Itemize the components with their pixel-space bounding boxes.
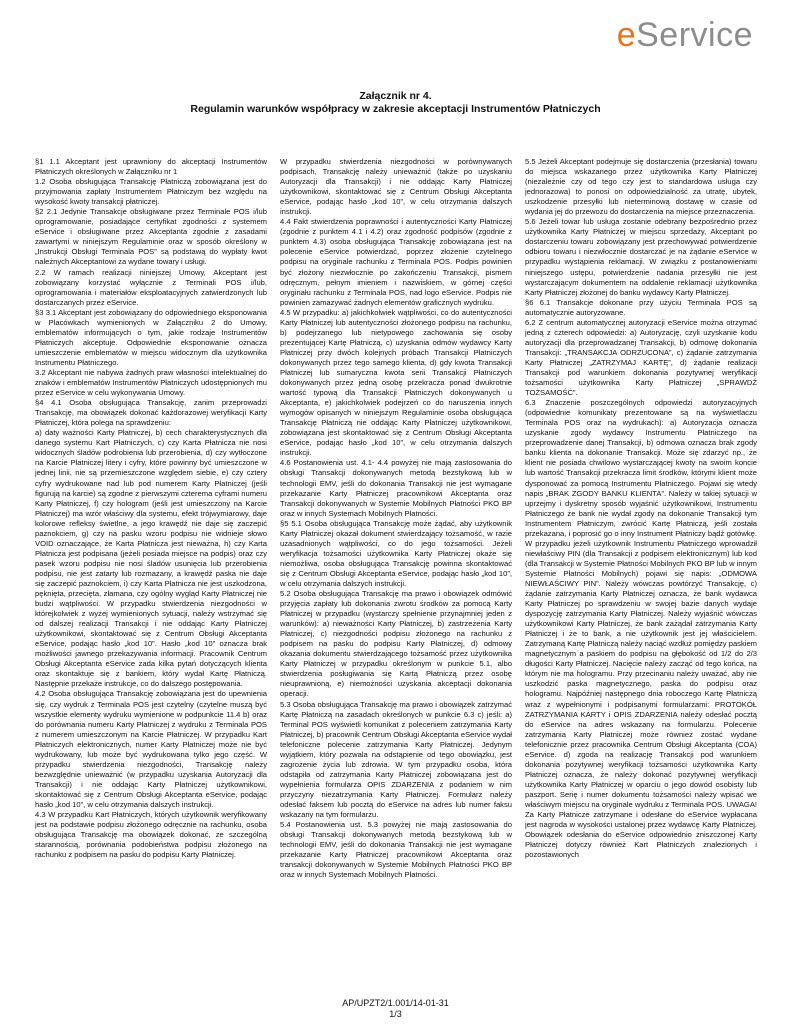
document-code: AP/UPZT2/1.001/14-01-31 (342, 998, 449, 1008)
paragraph: 6.3 Znaczenie poszczególnych odpowiedzi autoryzacyjnych (odpowiednie komunikaty prezentowane są na wyświetlaczu Terminala POS oraz na wydrukach): a) Autoryzacja oznacza uzyskanie zgody wydawcy Instrumentu Płatniczego na przeprowadzenie danej Transakcji, b) odmowa oznacza brak zgody banku klienta na dokonanie Transakcji. Może się zdarzyć np., że klient nie posiada chwilowo wystarczającej kwoty na swoim koncie lub wartość Transakcji przekracza limit środków, którymi klient może dysponować za pomocą Instrumentu Płatniczego. Pojawi się wtedy napis „BRAK ZGODY BANKU KLIENTA”. Należy w takiej sytuacji w uprzejmy i dyskretny sposób wyjaśnić użytkownikowi, Instrumentu Płatniczego że bank nie wydał zgody na dokonanie Transakcji tym Instrumentem Płatniczym, zwrócić Kartę Płatniczą, jeśli została przekazana, i poprosić go o inny Instrument Płatniczy bądź gotówkę. W przypadku jeżeli użytkownik Instrumentu Płatniczego wprowadził niewłaściwy PIN (dla Transakcji z podpisem elektronicznym) lub kod (dla Transakcji w Systemie Płatności Mobilnych PKO BP lub w innym Systemie Płatności Mobilnych) pojawi się napis: „ODMOWA NIEWŁAŚCIWY PIN”. Należy wówczas powtórzyć Transakcję, c) żądanie zatrzymania Karty Płatniczej oznacza, że bank wydawca Karty Płatniczej po sprawdzeniu w swojej bazie danych wydaje dyspozycję zatrzymania Karty Płatniczej. Należy wyjaśnić wówczas użytkownikowi Karty Płatniczej, że bank zażądał zatrzymania Karty Płatniczej i że to bank, a nie użytkownik jest jej właścicielem. Zatrzymaną Kartę Płatniczą należy naciąć wzdłuż pomiędzy paskiem magnetycznym a paskiem do podpisu na głębokość od 1/2 do 2/3 długości Karty Płatniczej. Nacięcie należy zacząć od tego końca, na którym nie ma hologramu. Przy przecinaniu należy uważać, aby nie uszkodzić paska magnetycznego, paska do podpisu oraz hologramu. Najpóźniej następnego dnia roboczego Kartę Płatniczą wraz z wypełnionymi i podpisanymi formularzami: PROTOKÓŁ ZATRZYMANIA KARTY i OPIS ZDARZENIA należy odesłać pocztą do eService na adres wskazany na formularzu. Polecenie zatrzymania Karty Płatniczej może również zostać wydane telefonicznie przez pracownika Centrum Obsługi Akceptanta (COA) eService. d) zgoda na realizację Transakcji pod warunkiem dokonania pozytywnej weryfikacji tożsamości użytkownika Karty Płatniczej oznacza, że należy dokonać pozytywnej weryfikacji użytkownika Karty Płatniczej w oparciu o jego dowód osobisty lub paszport. Serię i numer dokumentu tożsamości należy wpisać we właściwym miejscu na oryginale wydruku z Terminala POS. UWAGA! Za Karty Płatnicze zatrzymane i odesłane do eService wypłacana jest nagroda w wysokości ustalonej przez wydawcę Karty Płatniczej. Obowiązek odesłania do eService odpowiednio zniszczonej Karty Płatniczej dotyczy również Kart Płatniczych znalezionych i pozostawionych (525, 398, 757, 860)
paragraph: 6.2 Z centrum automatycznej autoryzacji eService można otrzymać jedną z czterech odpowiedzi: a) Autoryzację, czyli uzyskanie kodu autoryzacji dla przeprowadzanej Transakcji, b) odmowę dokonania Transakcji: „TRANSAKCJA ODRZUCONA”, c) żądanie zatrzymania Karty Płatniczej „ZATRZYMAJ KARTĘ”, d) żądanie realizacji Transakcji pod warunkiem dokonania pozytywnej weryfikacji tożsamości użytkownika Karty Płatniczej „SPRAWDŹ TOŻSAMOŚĆ”. (525, 317, 757, 398)
paragraph: W przypadku stwierdzenia niezgodności w porównywanych podpisach, Transakcję należy unieważnić (także po uzyskaniu Autoryzacji dla Transakcji) i nie oddając Karty Płatniczej użytkownikowi, skontaktować się z Centrum Obsługi Akceptanta eService, podając hasło „kod 10”, w celu otrzymania dalszych instrukcji. (280, 157, 512, 217)
column-right (525, 157, 757, 995)
logo-word-service: Service (636, 16, 753, 54)
logo-letter-e: e (616, 16, 637, 54)
column-middle (280, 157, 512, 995)
paragraph: 4.3 W przypadku Kart Płatniczych, których użytkownik weryfikowany jest na podstawie podpisu złożonego odręcznie na rachunku, osoba obsługująca Transakcję ma obowiązek dokonać, ze szczególną starannością, porównania podobieństwa podpisu złożonego na rachunku z podpisem na pasku do podpisu Karty Płatniczej. (35, 810, 267, 860)
paragraph: §2 2.1 Jedynie Transakcje obsługiwane przez Terminale POS i/lub oprogramowanie, posiadające certyfikat zgodności z systemem eService i obsługiwane przez Akceptanta zgodnie z zasadami zawartymi w niniejszym Regulaminie oraz w sposób określony w „Instrukcji Obsługi Terminala POS” są podstawą do wypłaty kwot należnych Akceptantowi za wydane towary i usługi. (35, 207, 267, 267)
paragraph: 5.6 Jeżeli towar lub usługa zostanie odebrany bezpośrednio przez użytkownika Karty Płatniczej w miejscu sprzedaży, Akceptant po dostarczeniu towaru zobowiązany jest przechowywać potwierdzenie odbioru towaru i niezwłocznie dostarczać je na żądanie eService w przypadku wystąpienia reklamacji. W związku z postanowieniami niniejszego ustępu, potwierdzenie nadania przesyłki nie jest wystarczającym dokumentem na oddalenie reklamacji użytkownika Karty Płatniczej złożonej do banku wydawcy Karty Płatniczej. (525, 217, 757, 297)
paragraph: 5.2 Osoba obsługująca Transakcję ma prawo i obowiązek odmówić przyjęcia zapłaty lub dokonania zwrotu środków za pomocą Karty Płatniczej w przypadku (wystarczy spełnienie przynajmniej jeden z warunków): a) nieważności Karty Płatniczej, b) zastrzeżenia Karty Płatniczej, c) niezgodności podpisu złożonego na rachunku z podpisem na pasku do podpisu Karty Płatniczej, d) odmowy okazania dokumentu stwierdzającego tożsamość przez użytkownika Karty Płatniczej w przypadku określonym w punkcie 5.1, albo stwierdzenia posługiwania się Kartą Płatniczą przez osobę nieuprawnioną, e) niemożności uzyskania akceptacji dokonania operacji. (280, 589, 512, 699)
paragraph: 5.5 Jeżeli Akceptant podejmuje się dostarczenia (przesłania) towaru do miejsca wskazanego przez użytkownika Karty Płatniczej (niezależnie czy od tego czy jest to standardowa usługa czy jednorazowa) to ponosi on odpowiedzialność za utratę, ubytek, uszkodzenie przesyłki lub nieterminową dostawę w czasie od wydania jej do przewozu do dostarczenia na miejsce przeznaczenia. (525, 157, 757, 217)
title-line-attachment: Załącznik nr 4. (359, 90, 432, 102)
paragraph: 5.3 Osoba obsługująca Transakcję ma prawo i obowiązek zatrzymać Kartę Płatniczą na zasadach określonych w punkcie 6.3 c) jeśli: a) Terminal POS wyświetli komunikat z poleceniem zatrzymania Karty Płatniczej, b) pracownik Centrum Obsługi Akceptanta eService wydał telefoniczne polecenie zatrzymania Karty Płatniczej. Jedynym wyjątkiem, który pozwala na odstąpienie od tego obowiązku, jest zagrożenie życia lub zdrowia. W tym przypadku osoba, która odstąpiła od zatrzymania Karty Płatniczej zobowiązana jest do wypełnienia formularza OPIS ZDARZENIA z podaniem w nim przyczyny niezatrzymania Karty Płatniczej. Formularz należy odesłać faksem lub pocztą do eService na adres lub numer faksu wskazany na tym formularzu. (280, 699, 512, 820)
column-left (35, 157, 267, 995)
paragraph: 4.2 Osoba obsługująca Transakcję zobowiązana jest do upewnienia się, czy wydruk z Terminala POS jest czytelny (czytelne muszą być wszystkie elementy wydruku wymienione w podpunkcie 11.4 b) oraz do porównania numeru Karty Płatniczej z wydruku z Terminala POS z numerem umieszczonym na Karcie Płatniczej. W przypadku Kart Płatniczych elektronicznych, numer Karty Płatniczej może nie być wydrukowany, lub może być wydrukowana tylko jego część. W przypadku stwierdzenia niezgodności, Transakcję należy bezwzględnie unieważnić (w przypadku uzyskania Autoryzacji dla Transakcji) i nie oddając Karty Płatniczej użytkownikowi, skontaktować się z Centrum Obsługi Akceptanta eService, podając hasło „kod 10”, w celu otrzymania dalszych instrukcji. (35, 689, 267, 809)
paragraph: §4 4.1 Osoba obsługująca Transakcję, zanim przeprowadzi Transakcję, ma obowiązek dokonać każdorazowej weryfikacji Karty Płatniczej, która polega na sprawdzeniu: (35, 398, 267, 428)
paragraph: 4.6 Postanowienia ust. 4.1- 4.4 powyżej nie mają zastosowania do obsługi Transakcji dokonywanych metodą bezstykową lub w technologii EMV, jeśli do dokonania Transakcji nie jest wymagane przekazanie Karty Płatniczej pracownikowi Akceptanta oraz Transakcji dokonywanych w Systemie Mobilnych Płatności PKO BP oraz w innych Systemach Mobilnych Płatności. (280, 458, 512, 518)
document-title (0, 90, 791, 116)
paragraph: 2.2 W ramach realizacji niniejszej Umowy, Akceptant jest zobowiązany korzystać wyłącznie z Terminali POS i/lub, oprogramowania i materiałów eksploatacyjnych zatwierdzonych lub dostarczanych przez eService. (35, 267, 267, 307)
paragraph: 5.4 Postanowienia ust. 5.3 powyżej nie mają zastosowania do obsługi Transakcji dokonywanych metodą bezstykową lub w technologii EMV, jeśli do dokonania Transakcji nie jest wymagane przekazanie Karty Płatniczej pracownikowi Akceptanta oraz transakcji dokonywanych w Systemie Mobilnych Płatności PKO BP oraz w innych Systemach Mobilnych Płatności. (280, 820, 512, 880)
paragraph: §1 1.1 Akceptant jest uprawniony do akceptacji Instrumentów Płatniczych określonych w Załączniku nr 1 (35, 157, 267, 177)
eservice-logo (617, 18, 753, 52)
paragraph: §5 5.1 Osoba obsługująca Transakcję może żądać, aby użytkownik Karty Płatniczej okazał dokument stwierdzający tożsamość, w razie uzasadnionych wątpliwości, co do jego tożsamości. Jeżeli weryfikacja tożsamości użytkownika Karty Płatniczej okaże się niemożliwa, osoba obsługująca Transakcję powinna skontaktować się z Centrum Obsługi Akceptanta eService, podając hasło „kod 10”, w celu otrzymania dalszych instrukcji. (280, 518, 512, 588)
paragraph: §3 3.1 Akceptant jest zobowiązany do odpowiedniego eksponowania w Placówkach wymienionych w Załączniku 2 do Umowy, emblematów informujących o tym, jakie rodzaje Instrumentów Płatniczych akceptuje. Odpowiednie eksponowanie oznacza umieszczenie emblematów w miejscu widocznym dla użytkownika Instrumentu Płatniczego. (35, 307, 267, 367)
title-line-regulation: Regulamin warunków współpracy w zakresie akceptacji Instrumentów Płatniczych (190, 103, 601, 115)
paragraph: 1.2 Osoba obsługująca Transakcję Płatniczą zobowiązana jest do przyjmowania zapłaty Instrumentem Płatniczym bez względu na wysokość kwoty transakcji płatniczej. (35, 177, 267, 207)
paragraph: 3.2 Akceptant nie nabywa żadnych praw własności intelektualnej do znaków i emblematów Instrumentów Płatniczych udostępnionych mu przez eService w celu wykonywania Umowy. (35, 367, 267, 398)
page-footer (0, 998, 791, 1020)
paragraph: a) daty ważności Karty Płatniczej, b) cech charakterystycznych dla danego systemu Kart Płatniczych, c) czy Karta Płatnicza nie nosi widocznych śladów podrobienia lub przerobienia, d) czy wytłoczone na Karcie Płatniczej litery i cyfry, które powinny być umieszczone w jednej linii, nie są przemieszczone względem siebie, e) czy cztery cyfry wydrukowane nad lub pod numerem Karty Płatniczej (jeśli figurują na karcie) są zgodne z pierwszymi czterema cyframi numeru Karty Płatniczej, f) czy hologram (jeśli jest umieszczony na Karcie Płatniczej) ma wzór właściwy dla systemu, efekt trójwymiarowy, daje kolorowe refleksy świetlne, a jego krawędź nie daje się zaczepić paznokciem, g) czy na pasku wzoru podpisu nie widnieje słowo VOID oznaczające, że Karta Płatnicza jest nieważna, h) czy Karta Płatnicza jest podpisana (jeżeli posiada miejsce na podpis) oraz czy pasek wzoru podpisu nie nosi śladów usunięcia lub przerobienia podpisu, nie jest zatarty lub rozmazany, a krawędź paska nie daje się zaczepić paznokciem, i) czy Karta Płatnicza nie jest uszkodzona, pęknięta, przecięta, złamana, czy ogólny wygląd Karty Płatniczej nie budzi wątpliwości. W przypadku stwierdzenia niezgodności w którejkolwiek z wyżej wymienionych sytuacji, należy wstrzymać się od dalszej realizacji Transakcji i nie oddając Karty Płatniczej użytkownikowi, skontaktować się z Centrum Obsługi Akceptanta eService, podając hasło „kod 10”. Hasło „kod 10” oznacza brak możliwości jawnego przekazywania informacji. Pracownik Centrum Obsługi Akceptanta eService zada kilka pytań dotyczących klienta oraz skontaktuje się z bankiem, który wydał Kartę Płatniczą. Następnie przekaże instrukcje, co do dalszego postępowania. (35, 428, 267, 689)
paragraph: §6 6.1 Transakcje dokonane przy użyciu Terminala POS są automatycznie autoryzowane. (525, 297, 757, 317)
paragraph: 4.5 W przypadku: a) jakichkolwiek wątpliwości, co do autentyczności Karty Płatniczej lub autentyczności złożonego podpisu na rachunku, b) podejrzanego lub nietypowego zachowania się osoby prezentującej Kartę Płatniczą, c) uzyskania odmów wydawcy Karty Płatniczej przy dwóch kolejnych próbach Transakcji Płatniczych dokonywanych przez tego samego klienta, d) gdy kwota Transakcji Płatniczej lub sumaryczna kwota serii Transakcji Płatniczych dokonywanych przez jedną osobę przekracza ponad dwukrotnie wartość typową dla Transakcji Płatniczych dokonywanych u Akceptanta, e) jakichkolwiek podejrzeń co do naruszenia innych wymogów opisanych w niniejszym Regulaminie osoba obsługująca Transakcję Płatniczą nie oddając Karty Płatniczej użytkownikowi, zobowiązana jest skontaktować się z Centrum Obsługi Akceptanta eService, podając hasło „kod 10”, w celu otrzymania dalszych instrukcji. (280, 307, 512, 458)
text-columns (35, 157, 757, 995)
paragraph: 4.4 Fakt stwierdzenia poprawności i autentyczności Karty Płatniczej (zgodnie z punktem 4.1 i 4.2) oraz zgodność podpisów (zgodnie z punktem 4.3) osoba obsługująca Transakcję zobowiązana jest na polecenie eService potwierdzać, poprzez złożenie czytelnego podpisu na oryginale rachunku z Terminala POS. Podpis powinien być złożony niezwłocznie po zakończeniu Transakcji, pismem odręcznym, pełnym imieniem i nazwiskiem, w górnej części oryginału rachunku z Terminala POS, nad logo eService. Podpis nie powinien zamazywać żadnych elementów graficznych wydruku. (280, 217, 512, 307)
page-number: 1/3 (389, 1009, 402, 1019)
